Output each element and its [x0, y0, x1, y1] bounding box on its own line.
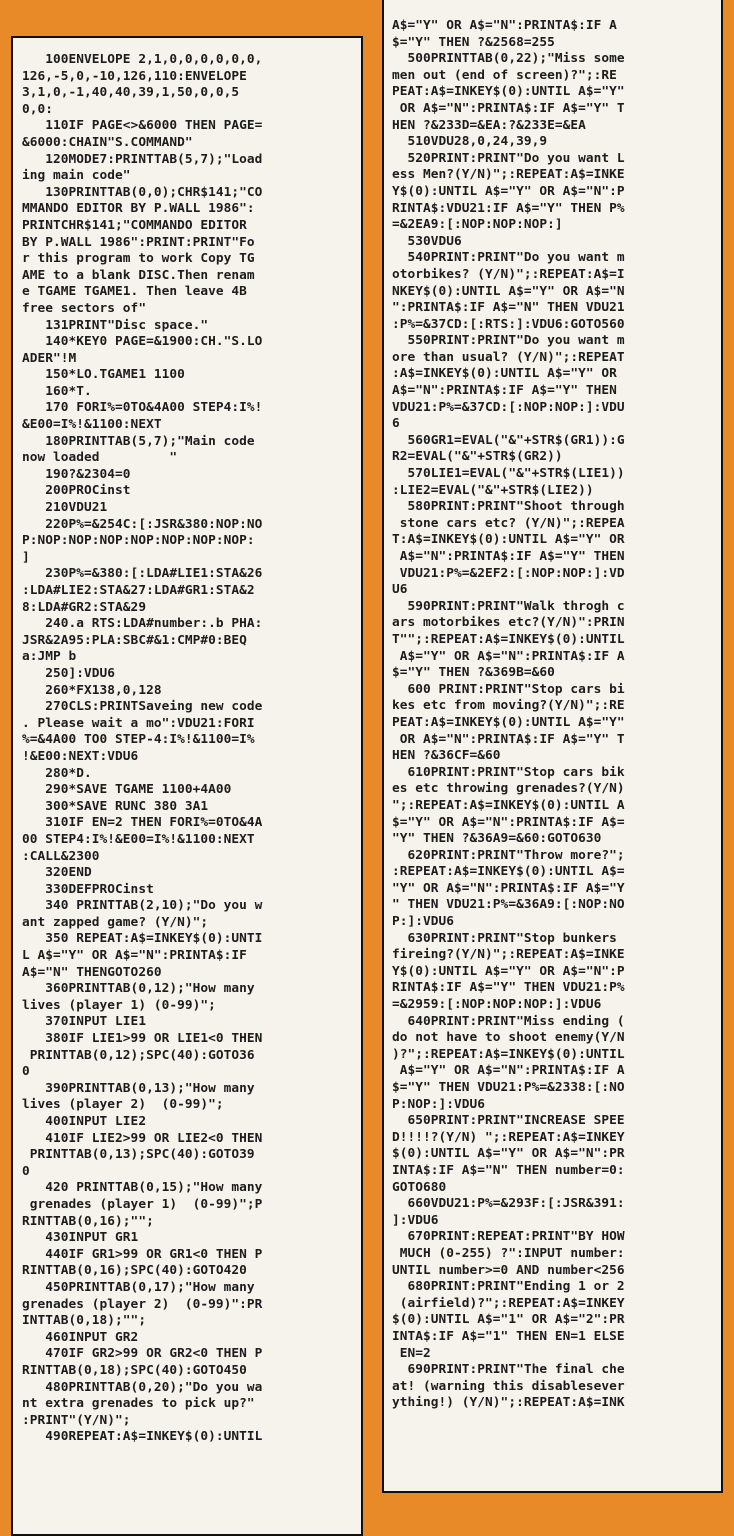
code-line: :P%=&37CD:[:RTS:]:VDU6:GOTO560 [392, 316, 625, 332]
code-line: 210VDU21 [22, 500, 108, 516]
code-line: 370INPUT LIE1 [22, 1014, 147, 1030]
code-line: 0 [22, 1064, 30, 1080]
code-line: 220P%=&254C:[:JSR&380:NOP:NO [22, 516, 263, 532]
code-line: 620PRINT:PRINT"Throw more?"; [392, 847, 625, 863]
code-line: 150*LO.TGAME1 1100 [22, 367, 185, 383]
code-line: 131PRINT"Disc space." [22, 317, 209, 333]
code-line: A$="Y" OR A$="N":PRINTA$:IF A [392, 1063, 625, 1079]
code-line: :LIE2=EVAL("&"+STR$(LIE2)) [392, 482, 594, 498]
code-line: 550PRINT:PRINT"Do you want m [392, 333, 625, 349]
code-line: 130PRINTTAB(0,0);CHR$141;"CO [22, 184, 263, 200]
code-line: 200PROCinst [22, 483, 131, 499]
code-line: 600 PRINT:PRINT"Stop cars bi [392, 681, 625, 697]
code-line: free sectors of" [22, 300, 147, 316]
code-line: 240.a RTS:LDA#number:.b PHA: [22, 616, 263, 632]
code-line: HEN ?&36CF=&60 [392, 748, 501, 764]
code-line: . Please wait a mo":VDU21:FORI [22, 715, 255, 731]
code-line: A$="N":PRINTA$:IF A$="Y" THEN [392, 549, 625, 564]
code-line: RINTTAB(0,16);""; [22, 1213, 154, 1229]
code-line: 6 [392, 416, 400, 432]
code-line: ess Men?(Y/N)";:REPEAT:A$=INKE [392, 167, 625, 183]
code-line: ore than usual? (Y/N)";:REPEAT [392, 349, 625, 365]
code-line: 460INPUT GR2 [22, 1329, 139, 1345]
code-line: A$="Y" OR A$="N":PRINTA$:IF A [392, 18, 617, 33]
code-line: %=&4A00 TO0 STEP-4:I%!&1100=I% [22, 732, 255, 748]
code-line: 490REPEAT:A$=INKEY$(0):UNTIL [22, 1429, 263, 1445]
code-line: ":PRINTA$:IF A$="N" THEN VDU21 [392, 300, 625, 316]
code-line: e TGAME TGAME1. Then leave 4B [22, 284, 247, 300]
code-line: P:]:VDU6 [392, 914, 455, 930]
code-line: MMANDO EDITOR BY P.WALL 1986": [22, 201, 255, 217]
code-line: 8:LDA#GR2:STA&29 [22, 599, 147, 615]
code-line: 350 REPEAT:A$=INKEY$(0):UNTI [22, 931, 263, 947]
code-line: =&2EA9:[:NOP:NOP:NOP:] [392, 217, 563, 233]
code-line: 340 PRINTTAB(2,10);"Do you w [22, 898, 263, 914]
code-line: R2=EVAL("&"+STR$(GR2)) [392, 449, 563, 465]
code-line: :CALL&2300 [22, 848, 100, 864]
code-line: ] [22, 549, 30, 565]
code-line: &E00=I%!&1100:NEXT [22, 417, 162, 433]
code-line: NKEY$(0):UNTIL A$="Y" OR A$="N [392, 283, 625, 299]
code-line: ADER"!M [22, 350, 77, 366]
code-line: otorbikes? (Y/N)";:REPEAT:A$=I [392, 266, 625, 282]
code-line: 670PRINT:REPEAT:PRINT"BY HOW [392, 1229, 625, 1245]
code-line: 290*SAVE TGAME 1100+4A00 [22, 782, 232, 798]
code-line: P:NOP:]:VDU6 [392, 1096, 486, 1112]
code-line: 320END [22, 865, 92, 881]
code-line: lives (player 1) (0-99)"; [22, 997, 216, 1013]
code-line: RINTTAB(0,16);SPC(40):GOTO420 [22, 1263, 247, 1279]
code-line: D!!!!?(Y/N) ";:REPEAT:A$=INKEY [392, 1129, 625, 1145]
code-line: a:JMP b [22, 649, 77, 665]
code-line: 430INPUT GR1 [22, 1230, 139, 1246]
code-line: 126,-5,0,-10,126,110:ENVELOPE [22, 68, 247, 84]
code-line: r this program to work Copy TG [22, 251, 255, 267]
code-line: kes etc from moving?(Y/N)";:RE [392, 698, 625, 714]
code-line: 610PRINT:PRINT"Stop cars bik [392, 764, 625, 780]
code-line: P:NOP:NOP:NOP:NOP:NOP:NOP:NOP: [22, 533, 255, 549]
code-line: ant zapped game? (Y/N)"; [22, 914, 209, 930]
code-line: MUCH (0-255) ?":INPUT number: [392, 1245, 625, 1261]
code-line: 630PRINT:PRINT"Stop bunkers [392, 930, 617, 946]
code-line: INTA$:IF A$="N" THEN number=0: [392, 1162, 625, 1178]
code-line: A$="N" THENGOTO260 [22, 964, 162, 980]
code-line: $="Y" THEN ?&2568=255 [392, 34, 555, 50]
code-line: RINTA$:VDU21:IF A$="Y" THEN P% [392, 200, 625, 216]
code-line: " THEN VDU21:P%=&36A9:[:NOP:NO [392, 897, 625, 913]
code-line: 410IF LIE2>99 OR LIE2<0 THEN [22, 1130, 263, 1146]
code-line: INTTAB(0,18);""; [22, 1313, 147, 1329]
code-line: grenades (player 2) (0-99)":PR [22, 1296, 263, 1312]
code-line: 440IF GR1>99 OR GR1<0 THEN P [22, 1246, 263, 1262]
code-line: A$="N":PRINTA$:IF A$="Y" THEN [392, 383, 617, 399]
code-line: fireing?(Y/N)";:REPEAT:A$=INKE [392, 947, 625, 963]
code-line: 640PRINT:PRINT"Miss ending ( [392, 1013, 625, 1029]
code-line: :LDA#LIE2:STA&27:LDA#GR1:STA&2 [22, 583, 255, 598]
code-line: 580PRINT:PRINT"Shoot through [392, 499, 625, 515]
code-line: HEN ?&233D=&EA:?&233E=&EA [392, 117, 586, 133]
code-line: &6000:CHAIN"S.COMMAND" [22, 134, 193, 150]
code-line: 260*FX138,0,128 [22, 682, 162, 698]
code-line: )?";:REPEAT:A$=INKEY$(0):UNTIL [392, 1046, 625, 1062]
code-line: $="Y" THEN ?&369B=&60 [392, 665, 555, 681]
code-line: 420 PRINTTAB(0,15);"How many [22, 1180, 263, 1196]
code-line: =&2959:[:NOP:NOP:NOP:]:VDU6 [392, 997, 602, 1013]
code-line: 300*SAVE RUNC 380 3A1 [22, 798, 209, 814]
code-line: PEAT:A$=INKEY$(0):UNTIL A$="Y" [392, 84, 625, 100]
code-line: 470IF GR2>99 OR GR2<0 THEN P [22, 1346, 263, 1362]
code-line: 530VDU6 [392, 233, 462, 249]
code-line: VDU21:P%=&37CD:[:NOP:NOP:]:VDU [392, 399, 625, 415]
code-line: $(0):UNTIL A$="1" OR A$="2":PR [392, 1312, 625, 1328]
code-line: ything!) (Y/N)";:REPEAT:A$=INK [392, 1395, 625, 1411]
code-line: do not have to shoot enemy(Y/N [392, 1030, 625, 1046]
code-line: VDU21:P%=&2EF2:[:NOP:NOP:]:VD [392, 565, 625, 581]
code-line: U6 [392, 582, 408, 598]
code-line: UNTIL number>=0 AND number<256 [392, 1262, 625, 1278]
code-line: ing main code" [22, 168, 131, 184]
code-line: 280*D. [22, 765, 92, 781]
listing-column-left [11, 36, 363, 1536]
code-line: 190?&2304=0 [22, 466, 131, 482]
code-line: PEAT:A$=INKEY$(0):UNTIL A$="Y" [392, 714, 625, 730]
code-line: OR A$="N":PRINTA$:IF A$="Y" T [392, 100, 625, 116]
code-line: 140*KEY0 PAGE=&1900:CH."S.LO [22, 334, 263, 350]
code-line: BY P.WALL 1986":PRINT:PRINT"Fo [22, 234, 255, 250]
code-line: 690PRINT:PRINT"The final che [392, 1362, 625, 1378]
code-line: 100ENVELOPE 2,1,0,0,0,0,0,0, [22, 52, 263, 67]
code-line: 230P%=&380:[:LDA#LIE1:STA&26 [22, 566, 263, 582]
listing-column-right [382, 0, 723, 1493]
code-line: Y$(0):UNTIL A$="Y" OR A$="N":P [392, 963, 625, 979]
code-line: 120MODE7:PRINTTAB(5,7);"Load [22, 151, 263, 167]
code-line: 450PRINTTAB(0,17);"How many [22, 1279, 255, 1295]
code-line: 110IF PAGE<>&6000 THEN PAGE= [22, 118, 263, 134]
code-line: RINTA$:IF A$="Y" THEN VDU21:P% [392, 980, 625, 996]
code-line: "Y" OR A$="N":PRINTA$:IF A$="Y [392, 880, 625, 896]
code-line: 180PRINTTAB(5,7);"Main code [22, 433, 255, 449]
code-line: nt extra grenades to pick up?" [22, 1396, 255, 1412]
code-line: 330DEFPROCinst [22, 881, 154, 897]
code-line: A$="Y" OR A$="N":PRINTA$:IF A [392, 648, 625, 664]
code-line: 400INPUT LIE2 [22, 1114, 147, 1129]
code-line: Y$(0):UNTIL A$="Y" OR A$="N":P [392, 183, 625, 199]
code-line: ";:REPEAT:A$=INKEY$(0):UNTIL A [392, 797, 625, 813]
code-line: PRINTTAB(0,13);SPC(40):GOTO39 [22, 1147, 255, 1163]
code-line: 560GR1=EVAL("&"+STR$(GR1)):G [392, 432, 625, 448]
code-line: 00 STEP4:I%!&E00=I%!&1100:NEXT [22, 831, 255, 847]
code-line: 3,1,0,-1,40,40,39,1,50,0,0,5 [22, 85, 240, 101]
code-line: T:A$=INKEY$(0):UNTIL A$="Y" OR [392, 532, 625, 548]
code-line: :PRINT"(Y/N)"; [22, 1412, 131, 1428]
code-line: 650PRINT:PRINT"INCREASE SPEE [392, 1113, 625, 1129]
code-line: grenades (player 1) (0-99)";P [22, 1196, 263, 1212]
code-line: :REPEAT:A$=INKEY$(0):UNTIL A$= [392, 864, 625, 880]
code-line: now loaded " [22, 450, 178, 466]
code-line: 540PRINT:PRINT"Do you want m [392, 250, 625, 266]
code-line: 270CLS:PRINTSaveing new code [22, 699, 263, 715]
code-line: ars motorbikes etc?(Y/N)":PRIN [392, 615, 625, 631]
code-line: L A$="Y" OR A$="N":PRINTA$:IF [22, 948, 247, 964]
code-line: EN=2 [392, 1345, 431, 1361]
code-line: PRINTTAB(0,12);SPC(40):GOTO36 [22, 1047, 255, 1063]
code-line: 170 FORI%=0TO&4A00 STEP4:I%! [22, 400, 263, 416]
code-line: 590PRINT:PRINT"Walk throgh c [392, 598, 625, 614]
code-line: 0,0: [22, 101, 54, 117]
code-line: AME to a blank DISC.Then renam [22, 267, 255, 283]
code-line: !&E00:NEXT:VDU6 [22, 748, 139, 764]
code-line: 510VDU28,0,24,39,9 [392, 134, 548, 150]
code-line: 250]:VDU6 [22, 665, 116, 681]
code-line: T"";:REPEAT:A$=INKEY$(0):UNTIL [392, 631, 625, 647]
code-line: GOTO680 [392, 1179, 447, 1195]
code-line: 520PRINT:PRINT"Do you want L [392, 150, 625, 166]
code-line: 480PRINTTAB(0,20);"Do you wa [22, 1379, 263, 1395]
code-line: men out (end of screen)?";:RE [392, 67, 617, 83]
code-line: 500PRINTTAB(0,22);"Miss some [392, 51, 625, 67]
code-line: :A$=INKEY$(0):UNTIL A$="Y" OR [392, 366, 617, 382]
code-line: lives (player 2) (0-99)"; [22, 1097, 224, 1113]
code-line: "Y" THEN ?&36A9=&60:GOTO630 [392, 831, 602, 847]
code-line: INTA$:IF A$="1" THEN EN=1 ELSE [392, 1328, 625, 1344]
code-line: 660VDU21:P%=&293F:[:JSR&391: [392, 1196, 625, 1212]
code-line: $(0):UNTIL A$="Y" OR A$="N":PR [392, 1146, 625, 1162]
code-line: RINTTAB(0,18);SPC(40):GOTO450 [22, 1362, 247, 1378]
code-line: OR A$="N":PRINTA$:IF A$="Y" T [392, 731, 625, 747]
code-line: (airfield)?";:REPEAT:A$=INKEY [392, 1295, 625, 1311]
code-line: PRINTCHR$141;"COMMANDO EDITOR [22, 217, 247, 233]
code-line: $="Y" THEN VDU21:P%=&2338:[:NO [392, 1080, 625, 1095]
code-line: JSR&2A95:PLA:SBC#&1:CMP#0:BEQ [22, 632, 247, 648]
code-line: 310IF EN=2 THEN FORI%=0TO&4A [22, 815, 263, 831]
code-line: 160*T. [22, 383, 92, 399]
code-line: stone cars etc? (Y/N)";:REPEA [392, 515, 625, 531]
code-line: 390PRINTTAB(0,13);"How many [22, 1080, 255, 1096]
code-line: 360PRINTTAB(0,12);"How many [22, 981, 255, 997]
code-line: 380IF LIE1>99 OR LIE1<0 THEN [22, 1031, 263, 1047]
code-line: at! (warning this disablesever [392, 1378, 625, 1394]
code-line: es etc throwing grenades?(Y/N) [392, 781, 625, 797]
code-line: ]:VDU6 [392, 1212, 439, 1228]
code-line: 0 [22, 1163, 30, 1179]
code-line: $="Y" OR A$="N":PRINTA$:IF A$= [392, 814, 625, 830]
code-line: 680PRINT:PRINT"Ending 1 or 2 [392, 1279, 625, 1295]
code-line: 570LIE1=EVAL("&"+STR$(LIE1)) [392, 466, 625, 482]
